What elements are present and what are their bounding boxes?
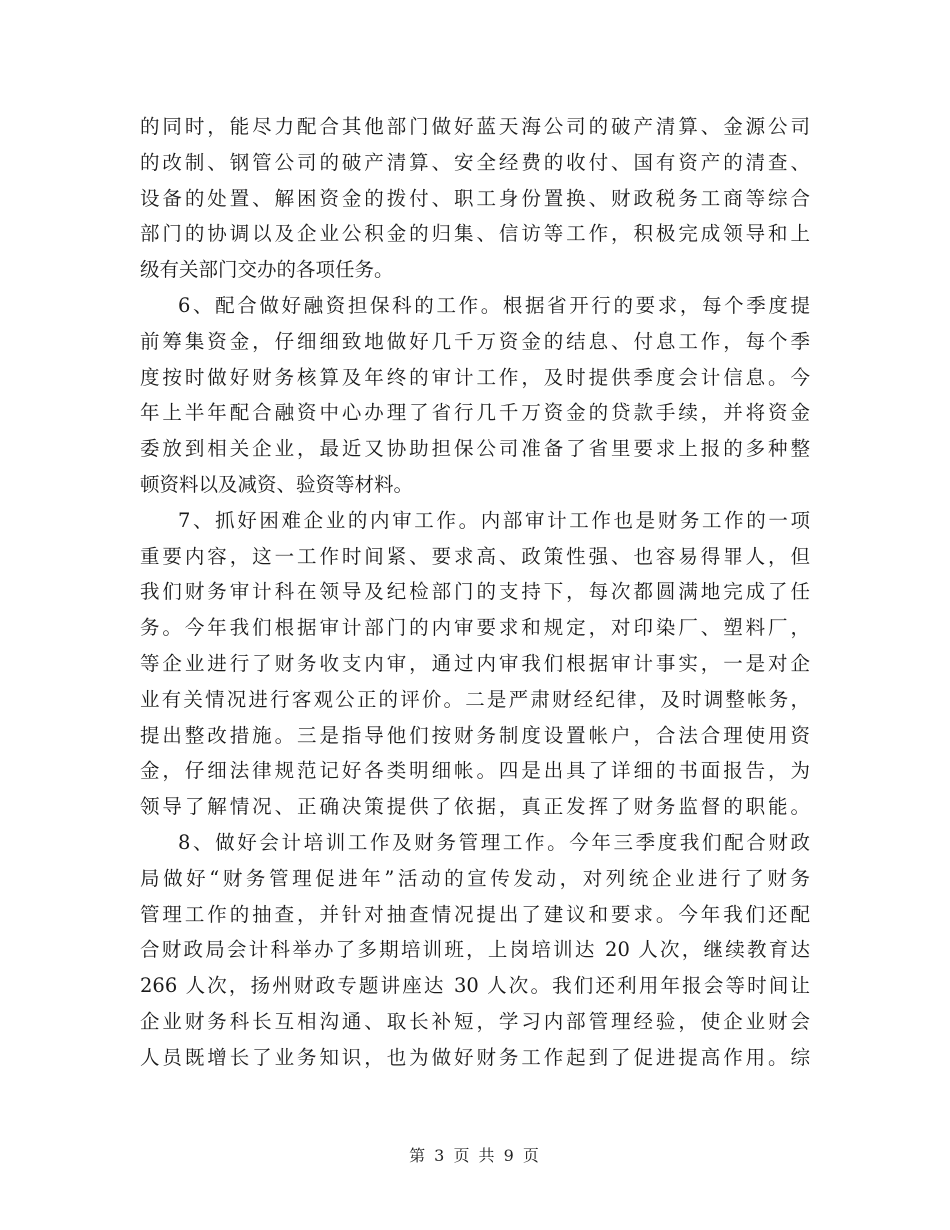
text-line: 6、配合做好融资担保科的工作。根据省开行的要求，每个季度提 bbox=[178, 293, 810, 317]
text-line: 8、做好会计培训工作及财务管理工作。今年三季度我们配合财政 bbox=[178, 830, 810, 854]
text-line: 前筹集资金，仔细细致地做好几千万资金的结息、付息工作，每个季 bbox=[140, 329, 810, 353]
text-line: 我们财务审计科在领导及纪检部门的支持下，每次都圆满地完成了任 bbox=[140, 580, 810, 604]
text-line: 7、抓好困难企业的内审工作。内部审计工作也是财务工作的一项 bbox=[178, 508, 810, 532]
text-line: 领导了解情况、正确决策提供了依据，真正发挥了财务监督的职能。 bbox=[140, 795, 810, 819]
text-line: 级有关部门交办的各项任务。 bbox=[140, 258, 394, 282]
text-line: 企业财务科长互相沟通、取长补短，学习内部管理经验，使企业财会 bbox=[140, 1009, 810, 1033]
text-line: 年上半年配合融资中心办理了省行几千万资金的贷款手续，并将资金 bbox=[140, 401, 810, 425]
document-body bbox=[140, 109, 810, 1076]
text-line: 人员既增长了业务知识，也为做好财务工作起到了促进提高作用。综 bbox=[140, 1045, 810, 1069]
text-line: 务。今年我们根据审计部门的内审要求和规定，对印染厂、塑料厂， bbox=[140, 616, 810, 640]
text-line: 266 人次，扬州财政专题讲座达 30 人次。我们还利用年报会等时间让 bbox=[140, 974, 810, 998]
text-line: 委放到相关企业，最近又协助担保公司准备了省里要求上报的多种整 bbox=[140, 437, 810, 461]
paragraph-p-item-7 bbox=[140, 503, 810, 825]
paragraph-p-item-6 bbox=[140, 288, 810, 503]
text-line: 合财政局会计科举办了多期培训班，上岗培训达 20 人次，继续教育达 bbox=[140, 938, 810, 962]
page-number-footer: 第 3 页 共 9 页 bbox=[409, 1146, 541, 1165]
paragraph-p-item-8 bbox=[140, 825, 810, 1076]
text-line: 局做好“财务管理促进年”活动的宣传发动，对列统企业进行了财务 bbox=[140, 866, 810, 890]
text-line: 的改制、钢管公司的破产清算、安全经费的收付、国有资产的清查、 bbox=[140, 150, 810, 174]
paragraph-p-continued bbox=[140, 109, 810, 288]
text-line: 的同时，能尽力配合其他部门做好蓝天海公司的破产清算、金源公司 bbox=[140, 115, 810, 138]
text-line: 管理工作的抽查，并针对抽查情况提出了建议和要求。今年我们还配 bbox=[140, 902, 810, 926]
text-line: 金，仔细法律规范记好各类明细帐。四是出具了详细的书面报告，为 bbox=[140, 759, 810, 783]
text-line: 提出整改措施。三是指导他们按财务制度设置帐户，合法合理使用资 bbox=[140, 723, 810, 747]
text-line: 部门的协调以及企业公积金的归集、信访等工作，积极完成领导和上 bbox=[140, 222, 810, 246]
text-line: 业有关情况进行客观公正的评价。二是严肃财经纪律，及时调整帐务， bbox=[140, 687, 810, 711]
text-line: 度按时做好财务核算及年终的审计工作，及时提供季度会计信息。今 bbox=[140, 365, 810, 389]
text-line: 顿资料以及减资、验资等材料。 bbox=[140, 472, 414, 496]
text-line: 重要内容，这一工作时间紧、要求高、政策性强、也容易得罪人，但 bbox=[140, 544, 810, 568]
text-line: 设备的处置、解困资金的拨付、职工身份置换、财政税务工商等综合 bbox=[140, 186, 810, 210]
text-line: 等企业进行了财务收支内审，通过内审我们根据审计事实，一是对企 bbox=[140, 651, 810, 675]
